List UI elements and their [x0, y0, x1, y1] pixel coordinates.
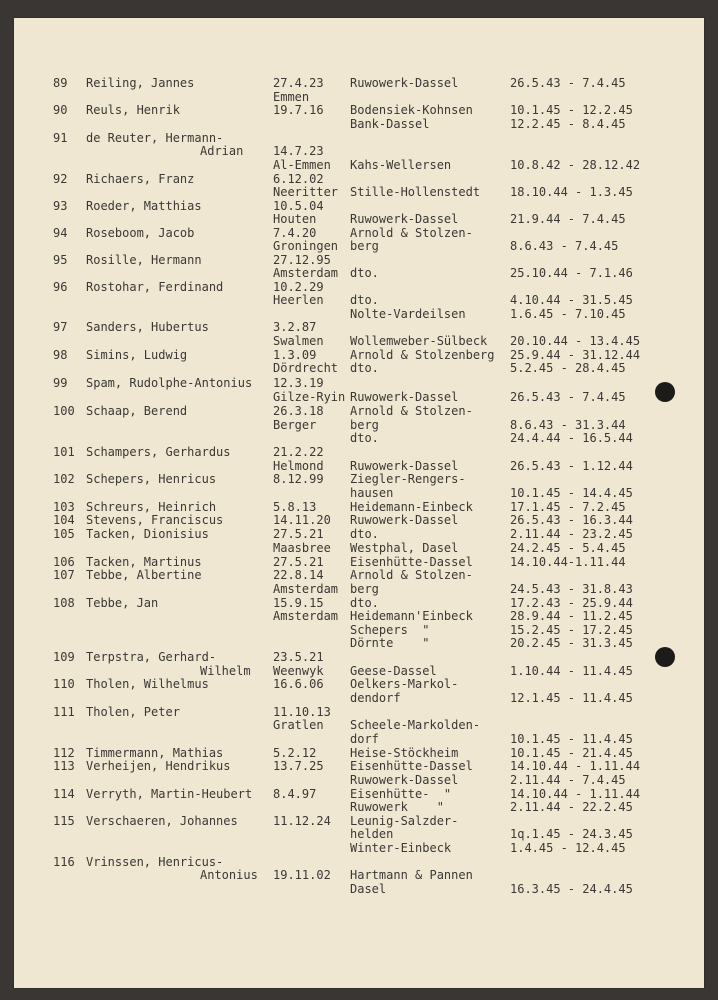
entry-number: 95 — [53, 253, 68, 267]
birth-date: 21.2.22 — [273, 445, 324, 459]
person-name: Verryth, Martin-Heubert — [86, 787, 253, 801]
employer: Arnold & Stolzenberg — [350, 348, 495, 362]
birth-date: 19.11.02 — [273, 868, 331, 882]
birth-place: Gilze-Ryin — [273, 390, 346, 404]
person-name: Roseboom, Jacob — [86, 226, 195, 240]
birth-place: Amsterdam — [273, 609, 339, 623]
person-name: Richaers, Franz — [86, 172, 195, 186]
list-line — [0, 239, 718, 253]
entry-number: 104 — [53, 513, 75, 527]
employer: Ruwowerk-Dassel — [350, 773, 459, 787]
birth-place: Groningen — [273, 239, 339, 253]
entry-number: 90 — [53, 103, 68, 117]
birth-date: 6.12.02 — [273, 172, 324, 186]
birth-date: 27.12.95 — [273, 253, 331, 267]
list-line — [0, 855, 718, 869]
entry-number: 115 — [53, 814, 75, 828]
employer: Scheele-Markolden- — [350, 718, 481, 732]
employment-period: 26.5.43 - 1.12.44 — [510, 459, 633, 473]
employer: Nolte-Vardeilsen — [350, 307, 466, 321]
employment-period: 12.2.45 - 8.4.45 — [510, 117, 626, 131]
employer: Eisenhütte-Dassel — [350, 759, 473, 773]
birth-date: 27.4.23 — [273, 76, 324, 90]
employment-period: 14.10.44 - 1.11.44 — [510, 759, 641, 773]
birth-date: 11.10.13 — [273, 705, 331, 719]
list-line — [0, 361, 718, 375]
birth-date: 10.2.29 — [273, 280, 324, 294]
list-line — [0, 320, 718, 334]
birth-date: 14.11.20 — [273, 513, 331, 527]
list-line — [0, 445, 718, 459]
list-line — [0, 746, 718, 760]
employment-period: 14.10.44 - 1.11.44 — [510, 787, 641, 801]
list-line — [0, 827, 718, 841]
list-line — [0, 636, 718, 650]
employer: Ruwowerk-Dassel — [350, 212, 459, 226]
employer: dto. — [350, 293, 379, 307]
entry-number: 89 — [53, 76, 68, 90]
entry-number: 92 — [53, 172, 68, 186]
entry-number: 109 — [53, 650, 75, 664]
list-line — [0, 185, 718, 199]
entry-number: 100 — [53, 404, 75, 418]
employer: Heise-Stöckheim — [350, 746, 459, 760]
entry-number: 113 — [53, 759, 75, 773]
list-line — [0, 348, 718, 362]
list-line — [0, 334, 718, 348]
list-line — [0, 472, 718, 486]
person-name: Vrinssen, Henricus- — [86, 855, 224, 869]
list-line — [0, 705, 718, 719]
person-name: Rosille, Hermann — [86, 253, 202, 267]
list-line — [0, 596, 718, 610]
employment-period: 4.10.44 - 31.5.45 — [510, 293, 633, 307]
list-line — [0, 800, 718, 814]
birth-date: 27.5.21 — [273, 527, 324, 541]
employer: Dasel — [350, 882, 387, 896]
employment-period: 10.1.45 - 14.4.45 — [510, 486, 633, 500]
employer: Kahs-Wellersen — [350, 158, 452, 172]
list-line — [0, 527, 718, 541]
employment-period: 10.1.45 - 11.4.45 — [510, 732, 633, 746]
employer: Eisenhütte- " — [350, 787, 452, 801]
person-name-continued: Antonius — [200, 868, 258, 882]
employer: Geese-Dassel — [350, 664, 437, 678]
employer: berg — [350, 582, 379, 596]
employment-period: 10.1.45 - 21.4.45 — [510, 746, 633, 760]
employment-period: 25.10.44 - 7.1.46 — [510, 266, 633, 280]
birth-date: 3.2.87 — [273, 320, 317, 334]
list-line — [0, 650, 718, 664]
birth-place: Al-Emmen — [273, 158, 331, 172]
birth-date: 19.7.16 — [273, 103, 324, 117]
employer: Heidemann'Einbeck — [350, 609, 473, 623]
employer: dorf — [350, 732, 379, 746]
person-name: Timmermann, Mathias — [86, 746, 224, 760]
employer: dto. — [350, 431, 379, 445]
employer: Dörnte " — [350, 636, 430, 650]
entry-number: 105 — [53, 527, 75, 541]
list-line — [0, 718, 718, 732]
list-line — [0, 158, 718, 172]
list-line — [0, 418, 718, 432]
employer: Stille-Hollenstedt — [350, 185, 481, 199]
employer: hausen — [350, 486, 394, 500]
employment-period: 20.10.44 - 13.4.45 — [510, 334, 641, 348]
employer: dendorf — [350, 691, 401, 705]
list-line — [0, 582, 718, 596]
birth-date: 12.3.19 — [273, 376, 324, 390]
entry-number: 99 — [53, 376, 68, 390]
employer: Ruwowerk-Dassel — [350, 76, 459, 90]
person-name: Tacken, Martinus — [86, 555, 202, 569]
employer: Ruwowerk-Dassel — [350, 390, 459, 404]
birth-place: Berger — [273, 418, 317, 432]
employer: Eisenhütte-Dassel — [350, 555, 473, 569]
entry-number: 103 — [53, 500, 75, 514]
list-line — [0, 773, 718, 787]
person-name: Verschaeren, Johannes — [86, 814, 238, 828]
birth-date: 14.7.23 — [273, 144, 324, 158]
person-name: Schaap, Berend — [86, 404, 188, 418]
person-name: Tebbe, Albertine — [86, 568, 202, 582]
birth-date: 7.4.20 — [273, 226, 317, 240]
entry-number: 111 — [53, 705, 75, 719]
list-line — [0, 404, 718, 418]
employment-period: 24.4.44 - 16.5.44 — [510, 431, 633, 445]
employment-period: 25.9.44 - 31.12.44 — [510, 348, 641, 362]
person-name-continued: Adrian — [200, 144, 244, 158]
birth-date: 13.7.25 — [273, 759, 324, 773]
employment-period: 2.11.44 - 7.4.45 — [510, 773, 626, 787]
employment-period: 28.9.44 - 11.2.45 — [510, 609, 633, 623]
employer: Leunig-Salzder- — [350, 814, 459, 828]
list-line — [0, 841, 718, 855]
person-name: Schreurs, Heinrich — [86, 500, 217, 514]
birth-date: 27.5.21 — [273, 555, 324, 569]
person-name: Sanders, Hubertus — [86, 320, 209, 334]
list-line — [0, 144, 718, 158]
birth-place: Neeritter — [273, 185, 339, 199]
list-line — [0, 814, 718, 828]
birth-date: 5.2.12 — [273, 746, 317, 760]
person-name: Reiling, Jannes — [86, 76, 195, 90]
employment-period: 8.6.43 - 7.4.45 — [510, 239, 619, 253]
birth-date: 16.6.06 — [273, 677, 324, 691]
list-line — [0, 568, 718, 582]
person-name: Terpstra, Gerhard- — [86, 650, 217, 664]
employment-period: 10.8.42 - 28.12.42 — [510, 158, 641, 172]
employment-period: 26.5.43 - 7.4.45 — [510, 76, 626, 90]
list-line — [0, 307, 718, 321]
employer: dto. — [350, 361, 379, 375]
employment-period: 16.3.45 - 24.4.45 — [510, 882, 633, 896]
employment-period: 2.11.44 - 22.2.45 — [510, 800, 633, 814]
birth-date: 11.12.24 — [273, 814, 331, 828]
employer: Winter-Einbeck — [350, 841, 452, 855]
list-line — [0, 759, 718, 773]
list-line — [0, 623, 718, 637]
birth-place: Houten — [273, 212, 317, 226]
employment-period: 1q.1.45 - 24.3.45 — [510, 827, 633, 841]
employer: Bank-Dassel — [350, 117, 430, 131]
list-line — [0, 103, 718, 117]
entry-number: 93 — [53, 199, 68, 213]
birth-place: Weenwyk — [273, 664, 324, 678]
entry-number: 97 — [53, 320, 68, 334]
birth-place: Helmond — [273, 459, 324, 473]
list-line — [0, 459, 718, 473]
person-name: Reuls, Henrik — [86, 103, 180, 117]
employment-period: 12.1.45 - 11.4.45 — [510, 691, 633, 705]
birth-date: 8.12.99 — [273, 472, 324, 486]
entry-number: 110 — [53, 677, 75, 691]
person-name: Schampers, Gerhardus — [86, 445, 231, 459]
list-line — [0, 390, 718, 404]
person-name: Roeder, Matthias — [86, 199, 202, 213]
birth-place: Amsterdam — [273, 266, 339, 280]
list-line — [0, 199, 718, 213]
entry-number: 112 — [53, 746, 75, 760]
birth-place: Emmen — [273, 90, 310, 104]
person-name: Rostohar, Ferdinand — [86, 280, 224, 294]
person-name: Tebbe, Jan — [86, 596, 159, 610]
employer: Heidemann-Einbeck — [350, 500, 473, 514]
list-line — [0, 226, 718, 240]
entry-number: 114 — [53, 787, 75, 801]
entry-number: 96 — [53, 280, 68, 294]
birth-place: Amsterdam — [273, 582, 339, 596]
list-line — [0, 882, 718, 896]
birth-place: Swalmen — [273, 334, 324, 348]
employer: Bodensiek-Kohnsen — [350, 103, 473, 117]
employer: Wollemweber-Sülbeck — [350, 334, 488, 348]
entry-number: 107 — [53, 568, 75, 582]
employment-period: 24.5.43 - 31.8.43 — [510, 582, 633, 596]
list-line — [0, 787, 718, 801]
employment-period: 17.1.45 - 7.2.45 — [510, 500, 626, 514]
entry-number: 101 — [53, 445, 75, 459]
birth-date: 1.3.09 — [273, 348, 317, 362]
birth-date: 10.5.04 — [273, 199, 324, 213]
list-line — [0, 117, 718, 131]
employment-period: 21.9.44 - 7.4.45 — [510, 212, 626, 226]
list-line — [0, 431, 718, 445]
employment-period: 17.2.43 - 25.9.44 — [510, 596, 633, 610]
employer: Schepers " — [350, 623, 430, 637]
employer: Ruwowerk-Dassel — [350, 459, 459, 473]
list-line — [0, 555, 718, 569]
employment-period: 1.4.45 - 12.4.45 — [510, 841, 626, 855]
list-line — [0, 486, 718, 500]
person-name: Stevens, Franciscus — [86, 513, 224, 527]
list-line — [0, 691, 718, 705]
employer: Arnold & Stolzen- — [350, 404, 473, 418]
employment-period: 15.2.45 - 17.2.45 — [510, 623, 633, 637]
entry-number: 98 — [53, 348, 68, 362]
employment-period: 2.11.44 - 23.2.45 — [510, 527, 633, 541]
list-line — [0, 90, 718, 104]
list-line — [0, 541, 718, 555]
list-line — [0, 513, 718, 527]
birth-place: Maasbree — [273, 541, 331, 555]
birth-date: 5.8.13 — [273, 500, 317, 514]
birth-date: 23.5.21 — [273, 650, 324, 664]
list-line — [0, 76, 718, 90]
person-name: Verheijen, Hendrikus — [86, 759, 231, 773]
birth-date: 8.4.97 — [273, 787, 317, 801]
person-name: Tacken, Dionisius — [86, 527, 209, 541]
employment-period: 1.10.44 - 11.4.45 — [510, 664, 633, 678]
birth-place: Dördrecht — [273, 361, 339, 375]
birth-place: Heerlen — [273, 293, 324, 307]
list-line — [0, 172, 718, 186]
person-name: Simins, Ludwig — [86, 348, 188, 362]
entry-number: 102 — [53, 472, 75, 486]
list-line — [0, 677, 718, 691]
employer: berg — [350, 418, 379, 432]
person-name: Schepers, Henricus — [86, 472, 217, 486]
person-name: Tholen, Wilhelmus — [86, 677, 209, 691]
employment-period: 1.6.45 - 7.10.45 — [510, 307, 626, 321]
employer: dto. — [350, 266, 379, 280]
employer: helden — [350, 827, 394, 841]
list-line — [0, 868, 718, 882]
list-line — [0, 266, 718, 280]
list-line — [0, 500, 718, 514]
employment-period: 10.1.45 - 12.2.45 — [510, 103, 633, 117]
employment-period: 24.2.45 - 5.4.45 — [510, 541, 626, 555]
person-name: de Reuter, Hermann- — [86, 131, 224, 145]
entry-number: 116 — [53, 855, 75, 869]
employer: Arnold & Stolzen- — [350, 568, 473, 582]
employer: Oelkers-Markol- — [350, 677, 459, 691]
person-name: Spam, Rudolphe-Antonius — [86, 376, 253, 390]
entry-number: 91 — [53, 131, 68, 145]
list-line — [0, 609, 718, 623]
birth-date: 15.9.15 — [273, 596, 324, 610]
list-line — [0, 664, 718, 678]
entry-number: 106 — [53, 555, 75, 569]
employment-period: 5.2.45 - 28.4.45 — [510, 361, 626, 375]
birth-date: 22.8.14 — [273, 568, 324, 582]
employer: dto. — [350, 596, 379, 610]
employer: Hartmann & Pannen — [350, 868, 473, 882]
list-line — [0, 212, 718, 226]
list-line — [0, 293, 718, 307]
employment-period: 18.10.44 - 1.3.45 — [510, 185, 633, 199]
employer: Arnold & Stolzen- — [350, 226, 473, 240]
employer: Ruwowerk " — [350, 800, 444, 814]
employer: berg — [350, 239, 379, 253]
employer: Westphal, Dasel — [350, 541, 459, 555]
employment-period: 26.5.43 - 16.3.44 — [510, 513, 633, 527]
employment-period: 14.10.44-1.11.44 — [510, 555, 626, 569]
employer: Ruwowerk-Dassel — [350, 513, 459, 527]
list-line — [0, 253, 718, 267]
entry-number: 94 — [53, 226, 68, 240]
person-name-continued: Wilhelm — [200, 664, 251, 678]
birth-date: 26.3.18 — [273, 404, 324, 418]
birth-place: Gratlen — [273, 718, 324, 732]
employment-period: 8.6.43 - 31.3.44 — [510, 418, 626, 432]
employment-period: 26.5.43 - 7.4.45 — [510, 390, 626, 404]
employment-period: 20.2.45 - 31.3.45 — [510, 636, 633, 650]
list-line — [0, 131, 718, 145]
employer: Ziegler-Rengers- — [350, 472, 466, 486]
entry-number: 108 — [53, 596, 75, 610]
person-name: Tholen, Peter — [86, 705, 180, 719]
list-line — [0, 280, 718, 294]
list-line — [0, 732, 718, 746]
employer: dto. — [350, 527, 379, 541]
list-line — [0, 376, 718, 390]
